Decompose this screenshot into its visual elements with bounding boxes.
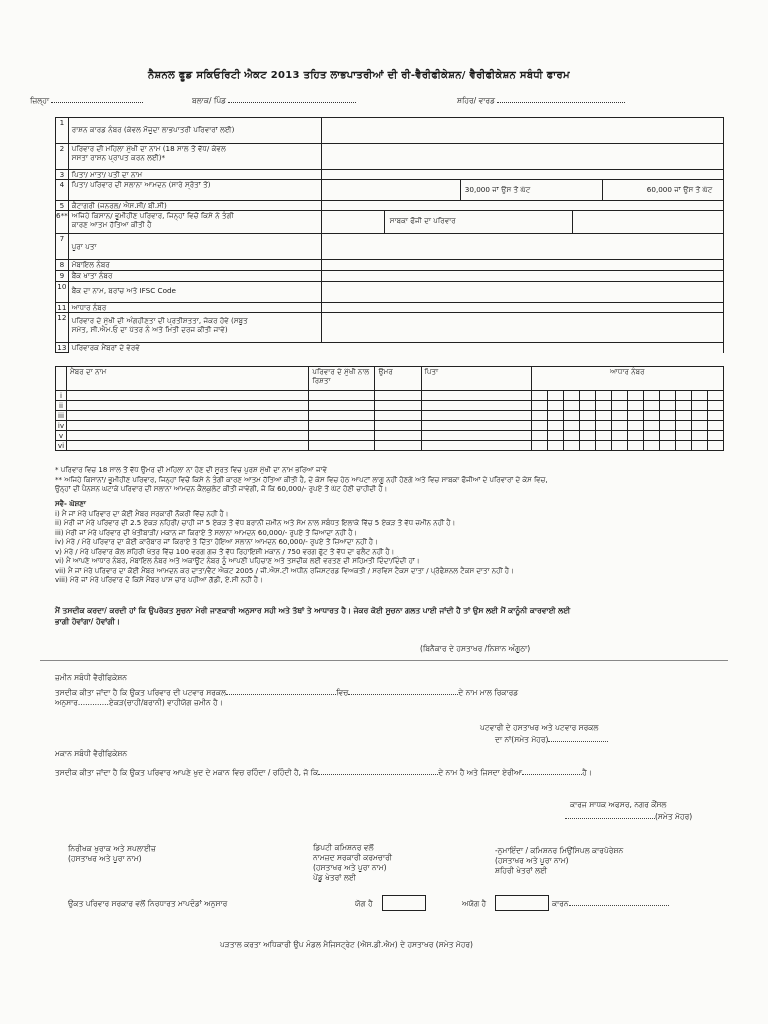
aadhaar-digit[interactable] [595,411,611,421]
eligibility-text: ਉਕਤ ਪਰਿਵਾਰ ਸਰਕਾਰ ਵਲੋਂ ਨਿਰਧਾਰਤ ਮਾਪਦੰਡਾਂ ਅਨੁਸਾਰ [68,899,228,908]
land-heading: ਜ਼ਮੀਨ ਸਬੰਧੀ ਵੈਰੀਫਿਕੇਸ਼ਨ [55,673,127,682]
aadhaar-digit[interactable] [627,391,643,401]
aadhaar-digit[interactable] [691,431,707,441]
woman-head-input[interactable] [321,144,723,170]
village-blank[interactable] [348,694,458,695]
municipal-sign: (ਹਸਤਾਖਰ ਅਤੇ ਪੂਰਾ ਨਾਮ) [495,856,569,865]
details-table [55,117,724,353]
aadhaar-input[interactable] [321,303,723,313]
member-father-input[interactable] [421,401,531,411]
aadhaar-digit[interactable] [627,431,643,441]
row-mobile [56,260,724,271]
house-line [55,768,592,778]
eligible-label: ਯੋਗ ਹੈ [355,899,373,908]
dc-nominee-block[interactable] [313,843,392,883]
aadhaar-digit[interactable] [627,401,643,411]
land-line-1 [55,688,518,698]
aadhaar-digit[interactable] [707,431,723,441]
bank-name-input[interactable] [321,282,723,303]
dc-sign: (ਹਸਤਾਖਰ ਅਤੇ ਪੂਰਾ ਨਾਮ) [313,863,387,872]
aadhaar-digit[interactable] [595,421,611,431]
aadhaar-digit[interactable] [675,441,691,451]
row-number: 13 [57,343,67,352]
self-declaration [55,500,514,586]
aadhaar-digit[interactable] [659,441,675,451]
aadhaar-digit[interactable] [643,391,659,401]
aadhaar-digit[interactable] [547,411,563,421]
aadhaar-digit[interactable] [547,441,563,451]
row-father [56,170,724,180]
aadhaar-digit[interactable] [643,441,659,451]
row-number: 1 [56,118,69,144]
declaration-item: vii) ਮੈਂ ਜਾਂ ਮੇਰੇ ਪਰਿਵਾਰ ਦਾ ਕੋਈ ਮੈਂਬਰ ਆਮਦਨ ਕਰ ਦਾਤਾ/ਵੈਟ ਐਕਟ 2005 / ਜੀ.ਐਸ.ਟੀ ਅਧੀਨ ਰਜਿਸਟਰਡ ਵਿਅਕਤੀ / ਸਰਵਿਸ ਟੈਕਸ ਦਾਤਾ / ਪ੍ਰੋਫੈਸ਼ਨਲ ਟੈਕਸ ਦਾਤਾ ਨਹੀਂ ਹੈ। [55,566,514,575]
member-row-number: v [56,431,67,441]
area-blank[interactable] [522,774,582,775]
member-father-input[interactable] [421,441,531,451]
note-3: ਉਨ੍ਹਾਂ ਦੀ ਪੈਨਸ਼ਨ ਘਟਾਕੇ ਪਰਿਵਾਰ ਦੀ ਸਲਾਨਾ ਆਮਦਨ ਕੈਲਕੁਲੇਟ ਕੀਤੀ ਜਾਵੇਗੀ, ਜੋ ਕਿ 60,000/- ਰੁਪਏ ਤੋਂ ਘੱਟ ਹੋਣੀ ਚਾਹੀਦੀ ਹੈ। [55,485,388,493]
declaration-item: iv) ਮੇਰੇ / ਮੇਰੇ ਪਰਿਵਾਰ ਦਾ ਕੋਈ ਕਾਰੋਬਾਰ ਜਾਂ ਕਿਰਾਏ ਤੇ ਦਿੱਤਾ ਹੋਇਆ ਸਲਾਨਾ ਆਮਦਨ 60,000/- ਰੁਪਏ ਤੋਂ ਜ਼ਿਆਦਾ ਨਹੀਂ ਹੈ। [55,538,378,546]
municipal-block[interactable] [495,846,623,876]
block-field[interactable] [192,96,356,106]
eo-sign-blank[interactable] [565,818,655,819]
district-blank[interactable] [51,102,143,103]
aadhaar-digit[interactable] [643,401,659,411]
house-heading: ਮਕਾਨ ਸਬੰਧੀ ਵੈਰੀਫਿਕੇਸ਼ਨ [55,749,128,758]
member-row [56,431,724,441]
row-suicide-family [56,211,724,234]
eo-sign-2[interactable] [565,812,692,822]
aadhaar-digit[interactable] [691,411,707,421]
row-label: ਪਰਿਵਾਰ ਦੇ ਮੁੱਖੀ ਦੀ ਅੰਗਹੀਣਤਾ ਦੀ ਪ੍ਰਤੀਸ਼ਤਤਾ, ਜੇਕਰ ਹੋਵੇ (ਸਬੂਤ ਸਮੇਤ, ਸੀ.ਐਮ.ਓ ਦਾ ਪੱਤਰ ਨੰ ਅਤੇ ਮਿਤੀ ਦਰਜ ਕੀਤੀ ਜਾਵੇ) [68,313,321,343]
block-blank[interactable] [228,102,356,103]
disability-input[interactable] [321,313,723,343]
father-input[interactable] [321,170,723,180]
member-row [56,401,724,411]
declaration-item: ii) ਮੇਰੀ ਜਾਂ ਮੇਰੇ ਪਰਿਵਾਰ ਦੀ 2.5 ਏਕੜ ਨਹਿਰੀ/ ਚਾਹੀ ਜਾਂ 5 ਏਕੜ ਤੋਂ ਵੱਧ ਬਰਾਨੀ ਜ਼ਮੀਨ ਅਤੇ ਸੇਮ ਨਾਲ ਸਬੰਧਤ ਇਲਾਕੇ ਵਿੱਚ 5 ਏਕੜ ਤੋਂ ਵੱਧ ਜ਼ਮੀਨ ਨਹੀਂ ਹੈ। [55,519,456,527]
aadhaar-digit[interactable] [531,401,547,411]
aadhaar-digit[interactable] [627,441,643,451]
aadhaar-digit[interactable] [611,431,627,441]
declaration-item: vi) ਮੈਂ ਆਪਣੇ ਆਧਾਰ ਨੰਬਰ, ਮੋਬਾਇਲ ਨੰਬਰ ਅਤੇ ਅਕਾਊਂਟ ਨੰਬਰ ਨੂੰ ਆਪਣੀ ਪਹਿਚਾਣ ਅਤੇ ਤਸਦੀਕ ਲਈ ਵਰਤਣ ਦੀ ਸਹਿਮਤੀ ਦਿੰਦਾ/ਦਿੰਦੀ ਹਾਂ। [55,557,420,565]
row-bank-name [56,282,724,303]
aadhaar-digit[interactable] [691,391,707,401]
row-number: 9 [56,271,69,282]
row-number: 7 [56,234,69,260]
patwari-sign-blank[interactable] [548,741,608,742]
city-label: ਸ਼ਹਿਰ/ ਵਾਰਡ [457,96,495,105]
col-age: ਉਮਰ [375,367,421,391]
inspector-block[interactable] [68,844,156,864]
aadhaar-digit[interactable] [595,391,611,401]
patwari-sign-2[interactable] [495,735,608,745]
city-field[interactable] [457,96,625,106]
row-number: 6** [56,211,69,234]
aadhaar-digit[interactable] [531,441,547,451]
member-father-input[interactable] [421,391,531,401]
income-options [321,180,723,201]
aadhaar-digit[interactable] [611,401,627,411]
members-header-row [56,367,724,391]
member-name-input[interactable] [67,441,309,451]
dc-rural: ਪੇਂਡੂ ਖੇਤਰਾਂ ਲਈ [313,873,356,882]
member-name-input[interactable] [67,391,309,401]
row-label: ਬੈਂਕ ਖਾਤਾ ਨੰਬਰ [68,271,321,282]
row-label: ਪਰਿਵਾਰ ਦੀ ਮਹਿਲਾ ਮੁੱਖੀ ਦਾ ਨਾਮ (18 ਸਾਲ ਤੋਂ ਵੱਧ/ ਕੇਵਲ ਸਸਤਾ ਰਾਸ਼ਨ ਪ੍ਰਾਪਤ ਕਰਨ ਲਈ)* [68,144,321,170]
land-text: ਦੇ ਨਾਮ ਮਾਲ ਰਿਕਾਰਡ [458,688,519,697]
member-relation-input[interactable] [309,391,375,401]
member-name-input[interactable] [67,421,309,431]
category-input[interactable] [321,201,723,211]
aadhaar-digit[interactable] [643,421,659,431]
ineligible-label: ਅਯੋਗ ਹੈ [462,899,487,908]
inspector-title: ਨਿਰੀਖਕ ਖੁਰਾਕ ਅਤੇ ਸਪਲਾਈਜ਼ [68,844,156,853]
member-name-input[interactable] [67,431,309,441]
declaration-item: v) ਮੇਰੇ / ਮੇਰੇ ਪਰਿਵਾਰ ਕੋਲ ਸ਼ਹਿਰੀ ਖੇਤਰ ਵਿੱਚ 100 ਵਰਗ ਗਜ਼ ਤੋਂ ਵੱਧ ਰਿਹਾਇਸ਼ੀ ਮਕਾਨ / 750 ਵਰਗ ਫੁੱਟ ਤੋਂ ਵੱਧ ਦਾ ਫਲੈਟ ਨਹੀਂ ਹੈ। [55,547,395,556]
members-table [55,366,724,451]
land-line-2: ਅਨੁਸਾਰ.............ਏਕੜ(ਚਾਹੀ/ਬਰਾਨੀ) ਵਾਹੀਯੋਗ ਜ਼ਮੀਨ ਹੈ। [55,698,223,707]
aadhaar-digit[interactable] [563,441,579,451]
aadhaar-digit[interactable] [563,411,579,421]
aadhaar-digit[interactable] [563,391,579,401]
income-option-60000[interactable]: 60,000 ਜਾਂ ਉਸ ਤੋਂ ਘੱਟ [646,185,713,194]
aadhaar-digit[interactable] [579,411,595,421]
aadhaar-digit[interactable] [531,411,547,421]
note-2: ** ਅਜਿਹੇ ਕਿਸਾਨਾਂ/ ਭੂਮੀਹੀਣ ਪਰਿਵਾਰ, ਜਿਨ੍ਹਾਂ ਵਿਚੋਂ ਕਿਸੇ ਨੇ ਤੰਗੀ ਕਾਰਣ ਆਤਮ ਹੱਤਿਆ ਕੀਤੀ ਹੈ, ਦੇ ਕੇਸ ਵਿਚ ਹੇਠ ਆਪਟਾਂ ਲਾਗੂ ਨਹੀਂ ਹੋਣਗੇ ਅਤੇ ਵਿਚ ਸਾਬਕਾ ਫੌਜੀਆਂ ਦੇ ਪਰਿਵਾਰਾਂ ਦੇ ਕੇਸ ਵਿਚ, [55,475,548,484]
aadhaar-digit[interactable] [611,411,627,421]
member-row [56,441,724,451]
aadhaar-digit[interactable] [611,441,627,451]
aadhaar-digit[interactable] [563,431,579,441]
land-text: ਵਿਚ [336,688,349,697]
member-age-input[interactable] [375,401,421,411]
divider [40,660,728,661]
row-label: ਪਿਤਾ/ ਮਾਤਾ/ ਪਤੀ ਦਾ ਨਾਮ [68,170,321,180]
member-age-input[interactable] [375,421,421,431]
member-age-input[interactable] [375,441,421,451]
aadhaar-digit[interactable] [707,441,723,451]
aadhaar-digit[interactable] [627,411,643,421]
form-title: ਨੈਸ਼ਨਲ ਫੂਡ ਸਕਿਓਰਿਟੀ ਐਕਟ 2013 ਤਹਿਤ ਲਾਭਪਾਤਰੀਆਂ ਦੀ ਰੀ-ਵੈਰੀਫੀਕੇਸ਼ਨ/ ਵੈਰੀਫੀਕੇਸ਼ਨ ਸਬੰਧੀ ਫਾਰਮ [148,70,570,81]
row-label: ਬੈਂਕ ਦਾ ਨਾਮ, ਬਰਾਂਚ ਅਤੇ IFSC Code [68,282,321,303]
aadhaar-digit[interactable] [611,421,627,431]
member-relation-input[interactable] [309,431,375,441]
col-member-name: ਮੈਂਬਰ ਦਾ ਨਾਮ [67,367,309,391]
row-label: ਪੂਰਾ ਪਤਾ [68,234,321,260]
member-relation-input[interactable] [309,401,375,411]
aadhaar-digit[interactable] [675,391,691,401]
district-label: ਜ਼ਿਲ੍ਹਾ [30,96,50,105]
aadhaar-digit[interactable] [547,401,563,411]
row-family-members [56,343,724,353]
eo-sign-1[interactable]: ਕਾਰਜ ਸਾਧਕ ਅਫਸਰ, ਨਗਰ ਕੌਂਸਲ [570,800,667,809]
member-relation-input[interactable] [309,421,375,431]
district-field[interactable] [30,96,143,106]
aadhaar-digit[interactable] [611,391,627,401]
dc-employee: ਨਾਮਜ਼ਦ ਸਰਕਾਰੀ ਕਰਮਚਾਰੀ [313,853,393,862]
row-label: ਪਿਤਾ/ ਪਰਿਵਾਰ ਦੀ ਸਲਾਨਾ ਆਮਦਨ (ਸਾਰੇ ਸ੍ਰੋਤਾਂ ਤੋਂ) [68,180,321,201]
aadhaar-digit[interactable] [691,441,707,451]
declaration-item: iii) ਮੇਰੀ ਜਾਂ ਮੇਰੇ ਪਰਿਵਾਰ ਦੀ ਖੇਤੀਬਾੜੀ/ ਮਕਾਨ ਜਾਂ ਕਿਰਾਏ ਤੋਂ ਸਲਾਨਾ ਆਮਦਨ 60,000/- ਰੁਪਏ ਤੋਂ ਜ਼ਿਆਦਾ ਨਹੀਂ ਹੈ। [55,528,358,537]
suicide-family-input[interactable] [322,211,385,233]
aadhaar-digit[interactable] [675,431,691,441]
member-row-number: i [56,391,67,401]
row-number: 2 [56,144,69,170]
row-label: ਰਾਸ਼ਨ ਕਾਰਡ ਨੰਬਰ (ਕੇਵਲ ਮੌਜੂਦਾ ਲਾਭਪਾਤਰੀ ਪਰਿਵਾਰਾਂ ਲਈ) [68,118,321,144]
row-income [56,180,724,201]
aadhaar-digit[interactable] [659,411,675,421]
aadhaar-digit[interactable] [531,391,547,401]
aadhaar-digit[interactable] [595,401,611,411]
aadhaar-digit[interactable] [563,401,579,411]
member-row [56,411,724,421]
row-aadhaar [56,303,724,313]
ex-service-input[interactable] [578,211,723,233]
aadhaar-digit[interactable] [579,421,595,431]
municipal-urban: ਸ਼ਹਿਰੀ ਖੇਤਰਾਂ ਲਈ [495,866,548,875]
ineligible-box[interactable] [495,895,549,911]
patwari-sign-label: ਦਾ ਨਾਂ(ਸਮੇਤ ਮੋਹਰ) [495,735,549,744]
aadhaar-digit[interactable] [547,431,563,441]
header-blank [56,367,67,391]
row-category [56,201,724,211]
aadhaar-digit[interactable] [675,411,691,421]
row-label: ਮੋਬਾਇਲ ਨੰਬਰ [68,260,321,271]
row-number: 8 [56,260,69,271]
member-relation-input[interactable] [309,441,375,451]
member-relation-input[interactable] [309,411,375,421]
row-number: 11 [57,303,67,312]
member-row-number: iv [56,421,67,431]
row-number: 3 [56,170,69,180]
dc-title: ਡਿਪਟੀ ਕਮਿਸ਼ਨਰ ਵਲੋਂ [313,843,374,852]
mobile-input[interactable] [321,260,723,271]
member-age-input[interactable] [375,391,421,401]
aadhaar-digit[interactable] [691,421,707,431]
ration-card-input[interactable] [321,118,723,144]
city-blank[interactable] [497,102,625,103]
row-number: 12 [56,313,69,343]
aadhaar-digit[interactable] [595,431,611,441]
aadhaar-digit[interactable] [707,421,723,431]
member-father-input[interactable] [421,431,531,441]
row-bank-account [56,271,724,282]
member-age-input[interactable] [375,411,421,421]
row-number: 4 [56,180,69,201]
address-input[interactable] [321,234,723,260]
suicide-exservice-cell [321,211,723,234]
col-aadhaar: ਆਧਾਰ ਨੰਬਰ [531,367,723,391]
declaration-heading: ਸਵੈ- ਘੋਸ਼ਣਾ [55,500,86,508]
declaration-item: viii) ਮੇਰੇ ਜਾਂ ਮੇਰੇ ਪਰਿਵਾਰ ਦੇ ਕਿਸੇ ਮੈਂਬਰ ਪਾਸ ਚਾਰ ਪਹੀਆ ਗੱਡੀ, ਏ.ਸੀ ਨਹੀਂ ਹੈ। [55,576,263,584]
aadhaar-digit[interactable] [547,391,563,401]
member-row-number: ii [56,401,67,411]
row-label: ਅਜਿਹੇ ਕਿਸਾਨ/ ਭੂਮੀਹੀਣ ਪਰਿਵਾਰ, ਜਿਨ੍ਹਾਂ ਵਿਚੋਂ ਕਿਸੇ ਨੇ ਤੰਗੀ ਕਾਰਣ ਆਤਮ ਹੱਤਿਆ ਕੀਤੀ ਹੈ [68,211,321,234]
oath-line-1: ਮੈਂ ਤਸਦੀਕ ਕਰਦਾ/ ਕਰਦੀ ਹਾਂ ਕਿ ਉਪਰੋਕਤ ਸੂਚਨਾ ਮੇਰੀ ਜਾਣਕਾਰੀ ਅਨੁਸਾਰ ਸਹੀ ਅਤੇ ਤੱਥਾਂ ਤੇ ਆਧਾਰਤ ਹੈ। ਜੇਕਰ ਕੋਈ ਸੂਚਨਾ ਗਲਤ ਪਾਈ ਜਾਂਦੀ ਹੈ ਤਾਂ ਉਸ ਲਈ ਮੈਂ ਕਾਨੂੰਨੀ ਕਾਰਵਾਈ ਲਈ [55,606,571,615]
aadhaar-digit[interactable] [675,421,691,431]
aadhaar-digit[interactable] [707,411,723,421]
ex-service-label: ਸਾਬਕਾ ਫੌਜੀ ਦਾ ਪਰਿਵਾਰ [389,216,456,225]
col-father: ਪਿਤਾ [421,367,531,391]
house-text: ਦੇ ਨਾਮ ਹੈ ਅਤੇ ਜਿਸਦਾ ਏਰੀਆ [438,768,523,777]
sdm-signature[interactable]: ਪੜਤਾਲ ਕਰਤਾ ਅਧਿਕਾਰੀ ਉਪ ਮੰਡਲ ਮੈਜਿਸਟ੍ਰੇਟ (ਐਸ.ਡੀ.ਐਮ) ਦੇ ਹਸਤਾਖਰ (ਸਮੇਤ ਮੋਹਰ) [220,940,473,949]
aadhaar-digit[interactable] [531,431,547,441]
row-address [56,234,724,260]
notes [55,466,548,495]
member-name-input[interactable] [67,411,309,421]
member-father-input[interactable] [421,421,531,431]
member-row-number: iii [56,411,67,421]
aadhaar-digit[interactable] [707,391,723,401]
aadhaar-digit[interactable] [579,441,595,451]
aadhaar-digit[interactable] [675,401,691,411]
income-option-30000[interactable]: 30,000 ਜਾਂ ਉਸ ਤੋਂ ਘੱਟ [464,185,531,194]
bank-account-input[interactable] [321,271,723,282]
member-age-input[interactable] [375,431,421,441]
aadhaar-digit[interactable] [531,421,547,431]
patwari-sign-1[interactable]: ਪਟਵਾਰੀ ਦੇ ਹਸਤਾਖਰ ਅਤੇ ਪਟਵਾਰ ਸਰਕਲ [480,723,599,732]
land-text: ਤਸਦੀਕ ਕੀਤਾ ਜਾਂਦਾ ਹੈ ਕਿ ਉਕਤ ਪਰਿਵਾਰ ਦੀ ਪਟਵਾਰ ਸਰਕਲ [55,688,227,697]
aadhaar-digit[interactable] [579,401,595,411]
eligible-box[interactable] [382,895,426,911]
member-father-input[interactable] [421,411,531,421]
col-relation: ਪਰਿਵਾਰ ਦੇ ਮੁੱਖੀ ਨਾਲ ਰਿਸ਼ਤਾ [309,367,375,391]
aadhaar-digit[interactable] [659,431,675,441]
reason-label: ਕਾਰਨ [552,899,569,908]
patwar-circle-blank[interactable] [226,694,336,695]
row-label: ਆਧਾਰ ਨੰਬਰ [68,303,321,313]
row-number: 5 [56,201,69,211]
aadhaar-digit[interactable] [579,391,595,401]
aadhaar-digit[interactable] [627,421,643,431]
eo-sign-label: (ਸਮੇਤ ਮੋਹਰ) [655,812,693,821]
member-name-input[interactable] [67,401,309,411]
member-row [56,391,724,401]
aadhaar-digit[interactable] [595,441,611,451]
inspector-sign: (ਹਸਤਾਖਰ ਅਤੇ ਪੂਰਾ ਨਾਮ) [68,854,142,863]
aadhaar-digit[interactable] [579,431,595,441]
aadhaar-digit[interactable] [643,411,659,421]
row-woman-head [56,144,724,170]
reason-field[interactable] [552,899,669,909]
aadhaar-digit[interactable] [547,421,563,431]
row-label: ਕੈਟਾਗਰੀ (ਜਨਰਲ/ ਐਸ.ਸੀ/ ਬੀ.ਸੀ) [68,201,321,211]
municipal-title: -ਨੁਮਾਇੰਦਾ / ਕਮਿਸ਼ਨਰ ਮਿਉਂਸਿਪਲ ਕਾਰਪੋਰੇਸ਼ਨ [495,846,624,855]
aadhaar-digit[interactable] [659,401,675,411]
aadhaar-digit[interactable] [659,421,675,431]
aadhaar-digit[interactable] [563,421,579,431]
note-1: * ਪਰਿਵਾਰ ਵਿਚ 18 ਸਾਲ ਤੋਂ ਵੱਧ ਉਮਰ ਦੀ ਮਹਿਲਾ ਨਾ ਹੋਣ ਦੀ ਸੂਰਤ ਵਿਚ ਪੁਰਸ਼ ਮੁੱਖੀ ਦਾ ਨਾਮ ਭਰਿਆ ਜਾਵੇ [55,466,327,474]
owner-blank[interactable] [318,774,438,775]
aadhaar-digit[interactable] [643,431,659,441]
house-text: ਹੈ। [582,768,592,777]
aadhaar-digit[interactable] [659,391,675,401]
row-number: 10 [56,282,69,303]
house-text: ਤਸਦੀਕ ਕੀਤਾ ਜਾਂਦਾ ਹੈ ਕਿ ਉਕਤ ਪਰਿਵਾਰ ਆਪਣੇ ਖੁਦ ਦੇ ਮਕਾਨ ਵਿਚ ਰਹਿੰਦਾ / ਰਹਿੰਦੀ ਹੈ, ਜੋ ਕਿ [55,768,319,777]
aadhaar-digit[interactable] [707,401,723,411]
row-ration-card [56,118,724,144]
aadhaar-digit[interactable] [691,401,707,411]
declaration-item: i) ਮੈਂ ਜਾਂ ਮੇਰੇ ਪਰਿਵਾਰ ਦਾ ਕੋਈ ਮੈਂਬਰ ਸਰਕਾਰੀ ਨੌਕਰੀ ਵਿੱਚ ਨਹੀਂ ਹੈ। [55,509,229,518]
applicant-signature[interactable]: (ਬਿਨੈਕਾਰ ਦੇ ਹਸਤਾਖਰ /ਨਿਸ਼ਾਨ ਅੰਗੂਠਾ) [420,644,531,653]
reason-blank[interactable] [569,905,669,906]
block-label: ਬਲਾਕ/ ਪਿੰਡ [192,96,227,105]
oath-line-2: ਭਾਗੀ ਹੋਵਾਂਗਾ/ ਹੋਵਾਂਗੀ। [55,617,120,626]
row-label: ਪਰਿਵਾਰਕ ਮੈਂਬਰਾਂ ਦੇ ਵੇਰਵੇ [68,343,723,353]
row-disability [56,313,724,343]
member-row-number: vi [56,441,67,451]
member-row [56,421,724,431]
